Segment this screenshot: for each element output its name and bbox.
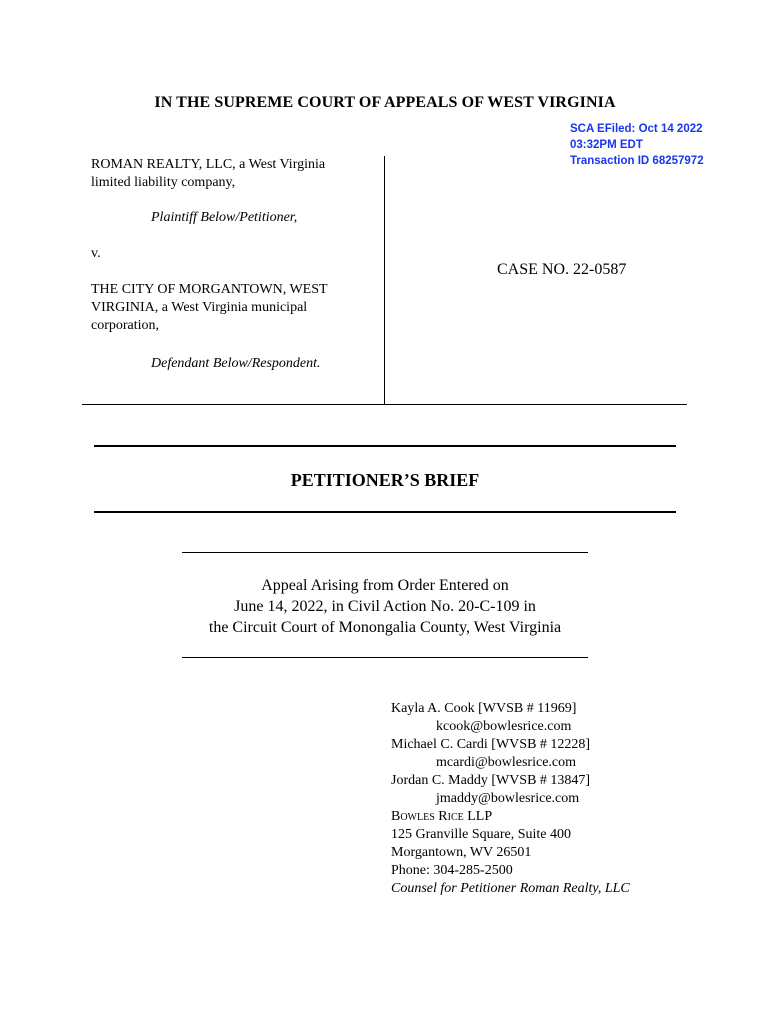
appeal-rule-bottom [182, 657, 588, 658]
efile-stamp-transaction: Transaction ID 68257972 [570, 155, 704, 167]
email-maddy: jmaddy@bowlesrice.com [436, 791, 580, 806]
appeal-line1: Appeal Arising from Order Entered on [261, 577, 509, 594]
firm-phone: Phone: 304-285-2500 [391, 863, 513, 878]
efile-stamp-date: SCA EFiled: Oct 14 2022 [570, 123, 703, 135]
appeal-line2: June 14, 2022, in Civil Action No. 20-C-109 in [234, 598, 536, 615]
title-rule-bottom [94, 511, 676, 513]
versus-label: v. [91, 246, 101, 261]
efile-stamp-time: 03:32PM EDT [570, 139, 643, 151]
firm-address-line2: Morgantown, WV 26501 [391, 845, 532, 860]
caption-vertical-divider [384, 156, 385, 404]
attorney-cook: Kayla A. Cook [WVSB # 11969] [391, 701, 577, 716]
respondent-party [91, 281, 371, 335]
counsel-block [391, 700, 630, 898]
petitioner-role: Plaintiff Below/Petitioner, [151, 210, 298, 225]
appeal-line3: the Circuit Court of Monongalia County, West Virginia [208, 619, 562, 636]
case-number: CASE NO. 22-0587 [497, 261, 627, 278]
firm-name: Bowles Rice LLP [391, 809, 493, 824]
email-cardi: mcardi@bowlesrice.com [436, 755, 577, 770]
appeal-rule-top [182, 552, 588, 553]
counsel-role: Counsel for Petitioner Roman Realty, LLC [391, 881, 630, 896]
efile-stamp [570, 121, 704, 169]
attorney-maddy: Jordan C. Maddy [WVSB # 13847] [391, 773, 591, 788]
respondent-name-line2: VIRGINIA, a West Virginia municipal [91, 300, 308, 315]
appeal-statement [0, 575, 770, 638]
title-rule-top [94, 445, 676, 447]
email-cook: kcook@bowlesrice.com [436, 719, 572, 734]
petitioner-name-line1: ROMAN REALTY, LLC, a West Virginia [91, 157, 326, 172]
respondent-role: Defendant Below/Respondent. [151, 356, 321, 371]
court-title: IN THE SUPREME COURT OF APPEALS OF WEST VIRGINIA [154, 94, 616, 111]
respondent-name-line3: corporation, [91, 318, 160, 333]
attorney-cardi: Michael C. Cardi [WVSB # 12228] [391, 737, 591, 752]
brief-title: PETITIONER’S BRIEF [290, 470, 480, 490]
firm-address-line1: 125 Granville Square, Suite 400 [391, 827, 572, 842]
respondent-name-line1: THE CITY OF MORGANTOWN, WEST [91, 282, 328, 297]
petitioner-party [91, 156, 371, 192]
petitioner-name-line2: limited liability company, [91, 175, 236, 190]
caption-horizontal-divider [82, 404, 687, 405]
